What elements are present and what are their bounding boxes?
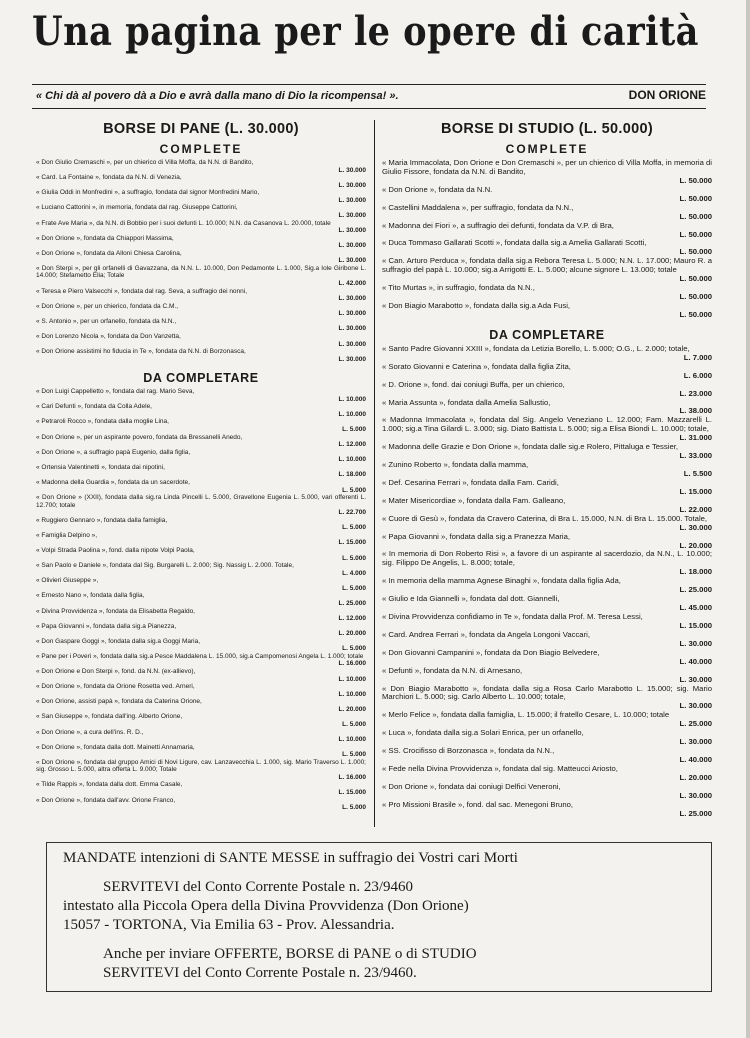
- entry-amount: L. 30.000: [679, 701, 712, 711]
- list-item: [382, 363, 712, 381]
- entry-text: « Don Orione », a cura dell'ins. R. D.,: [36, 728, 144, 736]
- list-item: [382, 729, 712, 747]
- entry-amount: L. 20.000: [338, 705, 366, 713]
- entry-amount: L. 30.000: [679, 737, 712, 747]
- entry-amount: L. 10.000: [338, 736, 366, 744]
- column-borse-studio: [382, 118, 712, 819]
- entry-amount: L. 50.000: [679, 211, 712, 221]
- list-item: [382, 550, 712, 577]
- entry-amount: L. 50.000: [679, 247, 712, 257]
- list-item: [36, 403, 366, 418]
- entry-amount: L. 25.000: [679, 585, 712, 595]
- list-item: [382, 783, 712, 801]
- entry-text: « Tito Murtas », in suffragio, fondata da N.N.,: [382, 283, 535, 293]
- list-item: [36, 333, 366, 348]
- entry-amount: L. 30.000: [338, 196, 366, 204]
- list-item: [36, 250, 366, 265]
- entry-amount: L. 25.000: [679, 719, 712, 729]
- entry-text: « Tilde Rappis », fondata dalla dott. Emma Casale,: [36, 781, 183, 789]
- entry-amount: L. 50.000: [679, 274, 712, 284]
- entry-text: « Card. La Fontaine », fondata da N.N. di Venezia,: [36, 174, 182, 182]
- motto: « Chi dà al povero dà a Dio e avrà dalla mano di Dio la ricompensa! ».: [36, 90, 399, 102]
- list-todo-pane: [36, 388, 366, 812]
- list-item: [382, 515, 712, 533]
- list-item: [36, 797, 366, 812]
- entry-amount: L. 30.000: [338, 355, 366, 363]
- list-item: [382, 649, 712, 667]
- list-item: [382, 595, 712, 613]
- entry-amount: L. 31.000: [679, 433, 712, 443]
- entry-text: « Madonna delle Grazie e Don Orione », fondata dalle sig.e Rolero, Pittaluga e Tessier,: [382, 442, 679, 452]
- entry-text: « Defunti », fondata da N.N. di Arnesano,: [382, 665, 523, 675]
- entry-text: « Don Orione », fondata da Alloni Chiesa Carolina,: [36, 249, 182, 257]
- entry-text: « Papa Giovanni », fondata dalla sig.a Pranezza Maria,: [382, 531, 571, 541]
- entry-text: « Famiglia Delpino »,: [36, 531, 98, 539]
- notice-line-2: SERVITEVI del Conto Corrente Postale n. 23/9460: [103, 879, 414, 895]
- list-item: [36, 532, 366, 547]
- entry-amount: L. 18.000: [338, 471, 366, 479]
- list-item: [36, 220, 366, 235]
- entry-amount: L. 5.000: [342, 524, 366, 532]
- entry-amount: L. 25.000: [679, 808, 712, 818]
- entry-text: « Petraroli Rocco », fondata dalla moglie Lina,: [36, 418, 169, 426]
- entry-amount: L. 5.000: [342, 554, 366, 562]
- entry-text: « Papa Giovanni », fondata dalla sig.a Pianezza,: [36, 622, 177, 630]
- list-todo-studio: [382, 345, 712, 819]
- entry-text: « Madonna Immacolata », fondata dal Sig. Angelo Veneziano L. 12.000; Fam. Mazzarelli L. 1.000; sig.a Tina Gilardi L. 3.000; sig. Diato Battista L. 5.000; sig.a Elisa Biondi L. 10.000; totale,: [382, 415, 712, 434]
- list-item: [382, 257, 712, 284]
- entry-amount: L. 30.000: [338, 325, 366, 333]
- list-item: [382, 416, 712, 443]
- list-item: [382, 381, 712, 399]
- list-item: [382, 711, 712, 729]
- list-item: [382, 631, 712, 649]
- entry-amount: L. 30.000: [679, 674, 712, 684]
- list-item: [36, 668, 366, 683]
- entry-text: « Maria Assunta », fondata dalla Amelia Sallustio,: [382, 397, 551, 407]
- entry-amount: L. 42.000: [338, 280, 366, 287]
- entry-text: « Don Orione », a suffragio papà Eugenio, dalla figlia,: [36, 448, 191, 456]
- entry-amount: L. 30.000: [338, 227, 366, 235]
- entry-text: « Divina Provvidenza », fondata da Elisabetta Regaldo,: [36, 607, 195, 615]
- page-title: Una pagina per le opere di carità: [32, 8, 699, 55]
- entry-text: « D. Orione », fond. dai coniugi Buffa, per un chierico,: [382, 379, 565, 389]
- entry-amount: L. 30.000: [679, 638, 712, 648]
- entry-amount: L. 5.000: [342, 486, 366, 494]
- list-item: [36, 174, 366, 189]
- entry-amount: L. 50.000: [679, 229, 712, 239]
- entry-amount: L. 50.000: [679, 193, 712, 203]
- entry-text: « In memoria di Don Roberto Risi », a favore di un aspirante al sacerdozio, da N.N., L. 10.000; sig. Filippo De Angelis, L. 8.000; totale,: [382, 549, 712, 568]
- entry-amount: L. 16.000: [338, 660, 366, 668]
- entry-amount: L. 15.000: [338, 789, 366, 796]
- entry-text: « Teresa e Piero Valsecchi », fondata dal rag. Seva, a suffragio dei nonni,: [36, 287, 248, 295]
- entry-amount: L. 30.000: [338, 257, 366, 265]
- notice-line-1: MANDATE intenzioni di SANTE MESSE in suffragio dei Vostri cari Morti: [63, 850, 518, 866]
- list-item: [36, 348, 366, 363]
- section-title-studio: BORSE DI STUDIO (L. 50.000): [441, 121, 653, 137]
- column-borse-pane: [36, 118, 366, 812]
- entry-amount: L. 5.000: [342, 645, 366, 653]
- entry-amount: L. 30.000: [338, 166, 366, 174]
- entry-text: « S. Antonio », per un orfanello, fondata da N.N.,: [36, 317, 177, 325]
- list-item: [382, 685, 712, 712]
- entry-amount: L. 15.000: [679, 620, 712, 630]
- entry-text: « Don Luigi Cappelletto », fondata dal rag. Mario Seva,: [36, 388, 195, 396]
- todo-title-studio: DA COMPLETARE: [489, 327, 605, 342]
- entry-text: « SS. Crocifisso di Borzonasca », fondata da N.N.,: [382, 746, 555, 756]
- entry-text: « Volpi Strada Paolina », fond. dalla nipote Volpi Paola,: [36, 547, 195, 554]
- entry-text: « Don Orione », fondata dalla dott. Mainetti Annamaria,: [36, 743, 195, 751]
- list-item: [382, 479, 712, 497]
- entry-amount: L. 23.000: [679, 388, 712, 398]
- list-item: [382, 497, 712, 515]
- entry-amount: L. 15.000: [679, 486, 712, 496]
- entry-text: « Don Orione », fondata dai coniugi Delfici Veneroni,: [382, 781, 561, 791]
- entry-text: « Don Orione » (XXII), fondata dalla sig.ra Linda Pincelli L. 5.000, Gravellone Eugenia L. 5.000, vari offerenti L. 12.700; totale: [36, 494, 366, 509]
- list-item: [36, 683, 366, 698]
- list-item: [382, 667, 712, 685]
- entry-amount: L. 22.700: [338, 509, 366, 517]
- entry-text: « Don Giulio Cremaschi », per un chierico di Villa Moffa, da N.N. di Bandito,: [36, 159, 254, 166]
- list-item: [36, 494, 366, 517]
- entry-amount: L. 20.000: [338, 630, 366, 638]
- entry-amount: L. 6.000: [683, 370, 712, 380]
- entry-text: « Don Orione assistimi ho fiducia in Te », fondata da N.N. di Borzonasca,: [36, 348, 246, 356]
- entry-amount: L. 5.000: [342, 720, 366, 728]
- entry-text: « Luca », fondata dalla sig.a Solari Enrica, per un orfanello,: [382, 728, 584, 738]
- list-item: [36, 744, 366, 759]
- entry-amount: L. 30.000: [338, 340, 366, 348]
- list-item: [36, 265, 366, 288]
- entry-amount: L. 15.000: [338, 539, 366, 547]
- entry-amount: L. 50.000: [679, 309, 712, 319]
- list-item: [382, 765, 712, 783]
- entry-text: « Don Orione », fondata dall'avv. Orione Franco,: [36, 796, 176, 804]
- list-item: [382, 577, 712, 595]
- entry-amount: L. 12.000: [338, 441, 366, 449]
- list-item: [36, 608, 366, 623]
- entry-text: « Madonna della Guardia », fondata da un sacerdote,: [36, 478, 190, 486]
- list-item: [382, 399, 712, 417]
- list-item: [382, 461, 712, 479]
- page-edge: [746, 0, 750, 1038]
- list-item: [36, 318, 366, 333]
- notice-line-3: intestato alla Piccola Opera della Divina Provvidenza (Don Orione): [63, 898, 469, 914]
- entry-amount: L. 30.000: [679, 790, 712, 800]
- entry-amount: L. 50.000: [679, 175, 712, 185]
- list-item: [382, 302, 712, 320]
- list-item: [36, 303, 366, 318]
- list-item: [36, 577, 366, 592]
- list-complete-studio: [382, 159, 712, 320]
- entry-amount: L. 10.000: [338, 675, 366, 683]
- list-item: [36, 434, 366, 449]
- list-item: [382, 239, 712, 257]
- entry-text: « Zunino Roberto », fondata dalla mamma,: [382, 460, 529, 470]
- entry-text: « Maria Immacolata, Don Orione e Don Cremaschi », per un chierico di Villa Moffa, in memoria di Giulio Fissore, fondata da N.N. di Bandito,: [382, 158, 712, 176]
- entry-text: « Don Orione », fondata dal gruppo Amici di Novi Ligure, cav. Lanzavecchia L. 1.000, sig. Mario Traverso L. 1.000; sig. Grosso L. 5.000, altra offerta L. 9.000; Totale: [36, 758, 366, 774]
- list-item: [382, 613, 712, 631]
- list-item: [36, 713, 366, 728]
- entry-amount: L. 5.500: [683, 469, 712, 478]
- list-item: [382, 443, 712, 461]
- list-item: [36, 388, 366, 403]
- entry-text: « Don Orione », fondata da Chiappori Massima,: [36, 234, 174, 242]
- entry-amount: L. 30.000: [338, 295, 366, 303]
- entry-amount: L. 30.000: [679, 522, 712, 532]
- entry-text: « Giulia Oddi in Monfredini », a suffragio, fondata dal signor Monfredini Mario,: [36, 189, 260, 197]
- entry-amount: L. 30.000: [338, 242, 366, 250]
- motto-author: DON ORIONE: [628, 88, 706, 102]
- entry-text: « Duca Tommaso Gallarati Scotti », fondata dalla sig.a Amelia Gallarati Scotti,: [382, 238, 647, 248]
- entry-amount: L. 18.000: [679, 567, 712, 577]
- entry-amount: L. 40.000: [679, 656, 712, 666]
- list-item: [36, 623, 366, 638]
- entry-text: « Don Orione », per un chierico, fondata da C.M.,: [36, 302, 178, 310]
- entry-amount: L. 22.000: [679, 504, 712, 514]
- entry-amount: L. 40.000: [679, 755, 712, 764]
- list-item: [382, 204, 712, 222]
- list-item: [36, 159, 366, 174]
- entry-text: « Don Giovanni Campanini », fondata da Don Biagio Belvedere,: [382, 647, 600, 657]
- list-item: [382, 533, 712, 551]
- entry-text: « Ruggiero Gennaro », fondata dalla famiglia,: [36, 516, 168, 524]
- entry-amount: L. 5.000: [342, 751, 366, 759]
- notice-line-5: Anche per inviare OFFERTE, BORSE di PANE o di STUDIO: [103, 946, 477, 962]
- entry-amount: L. 7.000: [683, 352, 712, 362]
- entry-text: « Don Orione e Don Sterpi », fond. da N.N. (ex-allievo),: [36, 668, 196, 675]
- entry-text: « Pane per i Poveri », fondata dalla sig.a Pesce Maddalena L. 15.000, sig.a Campomenosi Angela L. 1.000; totale: [36, 652, 364, 660]
- entry-text: « Don Orione », fondata da Orione Rosetta ved. Arneri,: [36, 683, 195, 691]
- entry-text: « Olivieri Giuseppe »,: [36, 577, 99, 585]
- list-item: [382, 747, 712, 765]
- entry-text: « San Paolo e Daniele », fondata dal Sig. Burgarelli L. 2.000; Sig. Nassig L. 2.000. Totale,: [36, 562, 294, 570]
- column-divider: [374, 120, 375, 827]
- entry-amount: L. 50.000: [679, 292, 712, 302]
- entry-amount: L. 10.000: [338, 395, 366, 403]
- list-item: [382, 159, 712, 186]
- entry-text: « Don Orione », fondata da N.N.: [382, 184, 493, 194]
- notice-line-4: 15057 - TORTONA, Via Emilia 63 - Prov. Alessandria.: [63, 917, 395, 933]
- entry-amount: L. 4.000: [342, 569, 366, 577]
- entry-amount: L. 20.000: [679, 540, 712, 550]
- list-item: [36, 189, 366, 204]
- entry-text: « Merlo Felice », fondata dalla famiglia, L. 15.000; il fratello Cesare, L. 10.000; totale: [382, 710, 670, 720]
- list-item: [382, 222, 712, 240]
- list-item: [36, 204, 366, 219]
- entry-amount: L. 25.000: [338, 599, 366, 607]
- entry-text: « Cari Defunti », fondata da Colla Adele,: [36, 403, 152, 411]
- list-item: [36, 517, 366, 532]
- entry-text: « Cuore di Gesù », fondata da Cravero Caterina, di Bra L. 15.000, N.N. di Bra L. 15.000. Totale,: [382, 513, 708, 523]
- list-item: [36, 418, 366, 433]
- list-item: [36, 781, 366, 796]
- complete-title-studio: COMPLETE: [505, 142, 589, 156]
- entry-text: « Don Lorenzo Nicola », fondata da Don Vanzetta,: [36, 332, 181, 340]
- list-item: [36, 547, 366, 562]
- entry-text: « Def. Cesarina Ferrari », fondata dalla Fam. Caridi,: [382, 477, 559, 487]
- entry-text: « Santo Padre Giovanni XXIII », fondata da Letizia Borello, L. 5.000; O.G., L. 2.000; totale,: [382, 343, 690, 353]
- entry-amount: L. 5.000: [342, 584, 366, 592]
- entry-text: « Sorato Giovanni e Caterina », fondata dalla figlia Zita,: [382, 361, 571, 371]
- entry-text: « San Giuseppe », fondata dall'ing. Alberto Orione,: [36, 713, 183, 721]
- entry-text: « Pro Missioni Brasile », fond. dal sac. Menegoni Bruno,: [382, 799, 574, 809]
- list-item: [36, 562, 366, 577]
- list-item: [36, 653, 366, 668]
- entry-text: « Don Orione », per un aspirante povero, fondata da Bressanelli Anedo,: [36, 433, 243, 441]
- section-title-pane: BORSE DI PANE (L. 30.000): [103, 121, 299, 137]
- entry-text: « Divina Provvidenza confidiamo in Te », fondata dalla Prof. M. Teresa Lessi,: [382, 612, 643, 621]
- entry-amount: L. 12.000: [338, 615, 366, 623]
- list-item: [36, 449, 366, 464]
- entry-text: « Ortensia Valentinetti », fondata dai nipotini,: [36, 463, 165, 471]
- entry-text: « Fede nella Divina Provvidenza », fondata dal sig. Matteucci Ariosto,: [382, 763, 618, 773]
- entry-amount: L. 10.000: [338, 690, 366, 698]
- entry-amount: L. 30.000: [338, 211, 366, 219]
- entry-text: « In memoria della mamma Agnese Binaghi », fondata dalla figlia Ada,: [382, 576, 621, 586]
- entry-amount: L. 10.000: [338, 456, 366, 464]
- entry-amount: L. 38.000: [679, 406, 712, 416]
- entry-text: « Mater Misericordiae », fondata dalla Fam. Galleano,: [382, 495, 566, 505]
- entry-amount: L. 5.000: [342, 426, 366, 433]
- todo-title-pane: DA COMPLETARE: [143, 371, 259, 386]
- header-rule-bottom: [32, 108, 706, 109]
- entry-text: « Don Biagio Marabotto », fondata dalla sig.a Rosa Carlo Marabotto L. 15.000; sig. Mario Marchiori L. 5.000; sig. Carlo Alberto L. 10.000; totale,: [382, 683, 712, 702]
- list-item: [36, 592, 366, 607]
- entry-text: « Don Gaspare Goggi », fondata dalla sig.a Goggi Maria,: [36, 637, 201, 645]
- list-item: [382, 186, 712, 204]
- list-item: [36, 464, 366, 479]
- list-item: [382, 284, 712, 302]
- list-item: [36, 729, 366, 744]
- entry-text: « Giulio e Ida Giannelli », fondata dal dott. Giannelli,: [382, 594, 560, 604]
- entry-text: « Frate Ave Maria », da N.N. di Bobbio per i suoi defunti L. 10.000; N.N. da Casanova L. 20.000, totale: [36, 219, 331, 227]
- list-item: [36, 479, 366, 494]
- list-complete-pane: [36, 159, 366, 363]
- notice-line-6: SERVITEVI del Conto Corrente Postale n. 23/9460.: [103, 965, 417, 981]
- list-item: [36, 638, 366, 653]
- entry-amount: L. 30.000: [338, 181, 366, 189]
- entry-text: « Card. Andrea Ferrari », fondata da Angela Longoni Vaccari,: [382, 629, 590, 639]
- entry-text: « Castellini Maddalena », per suffragio, fondata da N.N.,: [382, 202, 574, 212]
- entry-amount: L. 20.000: [679, 772, 712, 782]
- header-rule-top: [32, 84, 706, 85]
- entry-text: « Madonna dei Fiori », a suffragio dei defunti, fondata da V.P. di Bra,: [382, 220, 614, 230]
- entry-text: « Luciano Cattorini », in memoria, fondata dal rag. Giuseppe Cattorini,: [36, 204, 238, 212]
- entry-amount: L. 10.000: [338, 410, 366, 418]
- entry-amount: L. 5.000: [342, 804, 366, 812]
- list-item: [382, 801, 712, 819]
- entry-amount: L. 16.000: [338, 773, 366, 781]
- entry-text: « Don Orione, assisti papà », fondata da Caterina Orione,: [36, 698, 202, 706]
- notice-box: [46, 842, 712, 992]
- list-item: [36, 288, 366, 303]
- entry-amount: L. 30.000: [338, 310, 366, 318]
- list-item: [36, 698, 366, 713]
- complete-title-pane: COMPLETE: [159, 142, 243, 156]
- entry-amount: L. 33.000: [679, 451, 712, 461]
- entry-text: « Don Biagio Marabotto », fondata dalla sig.a Ada Fusi,: [382, 301, 571, 310]
- entry-text: « Don Sterpi », per gli orfanelli di Gavazzana, da N.N. L. 10.000, Don Pedamonte L. 1.000, Sig.a Iole Giribone L. 14.000; Stefametto Elia; Totale: [36, 264, 366, 280]
- list-item: [382, 345, 712, 363]
- list-item: [36, 759, 366, 782]
- entry-text: « Ernesto Nano », fondata dalla figlia,: [36, 592, 145, 600]
- entry-amount: L. 45.000: [679, 603, 712, 613]
- list-item: [36, 235, 366, 250]
- entry-text: « Can. Arturo Perduca », fondata dalla sig.a Rebora Teresa L. 5.000; N.N. L. 17.000; Mauro R. a suffragio del papà L. 10.000; sig.a Arrigotti E. L. 5.000; alcune signore L. 13.000; totale: [382, 256, 712, 275]
